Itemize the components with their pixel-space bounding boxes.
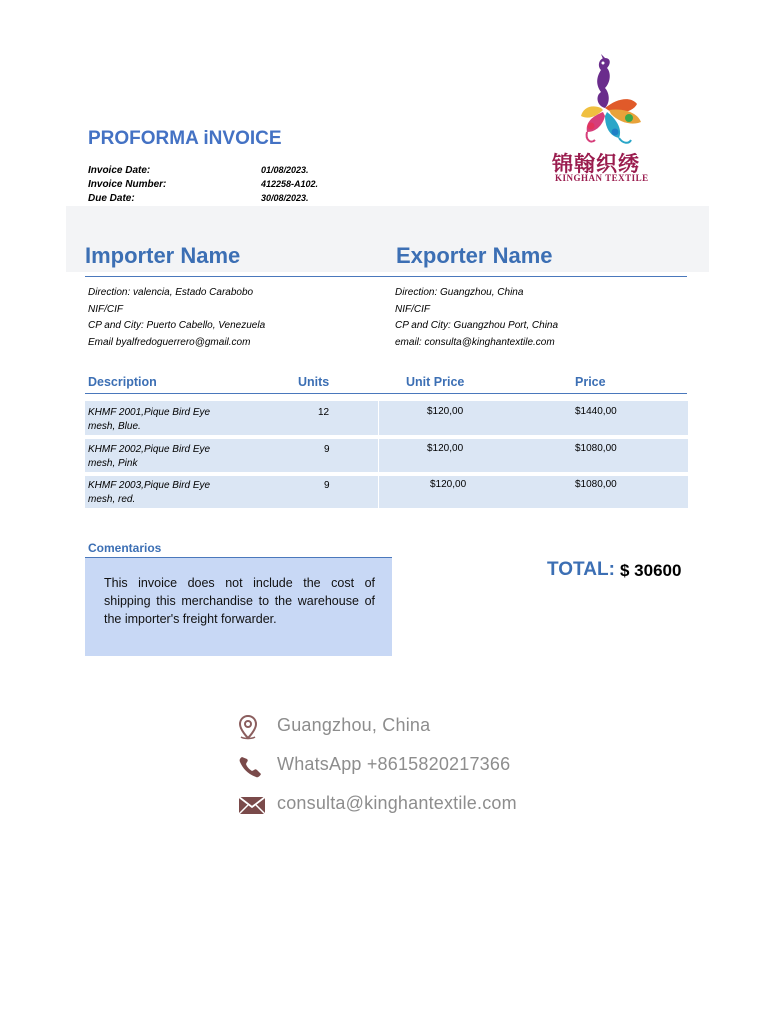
row-2-price: $1080,00 [575, 443, 617, 454]
row-3-desc-line-1: KHMF 2003,Pique Bird Eye [88, 480, 211, 491]
column-separator [378, 476, 379, 508]
exporter-direction: Direction: Guangzhou, China [395, 287, 524, 298]
importer-email: Email byalfredoguerrero@gmail.com [88, 336, 251, 348]
due-date-row [88, 193, 388, 207]
comments-heading: Comentarios [88, 541, 162, 555]
location-pin-icon [236, 713, 266, 741]
row-2-unit-price: $120,00 [427, 443, 464, 454]
exporter-city: CP and City: Guangzhou Port, China [395, 320, 559, 331]
logo-chinese-text: 锦翰织绣 [552, 151, 640, 176]
peacock-icon [545, 52, 685, 148]
exporter-email: email: consulta@kinghantextile.com [395, 336, 555, 348]
invoice-number-label: Invoice Number: [88, 179, 167, 190]
comments-box [85, 557, 392, 656]
col-header-description: Description [88, 375, 157, 389]
column-separator [378, 401, 379, 435]
row-3-unit-price: $120,00 [430, 479, 467, 490]
total-label: TOTAL: [547, 559, 615, 580]
row-1-description [88, 406, 248, 434]
exporter-nif: NIF/CIF [395, 303, 430, 315]
row-2-desc-line-2: mesh, Pink [88, 458, 138, 469]
importer-direction: Direction: valencia, Estado Carabobo [88, 287, 254, 298]
comments-text: This invoice does not include the cost of shipping this merchandise to the warehouse of the importer's freight forwarder. [104, 576, 375, 626]
row-1-units: 12 [318, 407, 330, 418]
row-3-price: $1080,00 [575, 479, 617, 490]
invoice-date-value: 01/08/2023. [261, 165, 309, 175]
exporter-address [395, 285, 685, 351]
total-value: $ 30600 [620, 561, 682, 580]
column-separator [378, 439, 379, 472]
contact-address-text: Guangzhou, China [277, 715, 431, 735]
importer-address [88, 285, 378, 351]
col-header-price: Price [575, 375, 606, 389]
envelope-icon [236, 791, 266, 819]
row-1-price: $1440,00 [575, 406, 617, 417]
table-header-rule [85, 393, 687, 394]
importer-nif: NIF/CIF [88, 303, 123, 315]
row-1-unit-price: $120,00 [427, 406, 464, 417]
page-title: PROFORMA iNVOICE [88, 128, 282, 149]
row-1-desc-line-1: KHMF 2001,Pique Bird Eye [88, 407, 211, 418]
row-3-description [88, 479, 248, 507]
contact-whatsapp-text: WhatsApp +8615820217366 [277, 754, 511, 774]
row-1-desc-line-2: mesh, Blue. [88, 421, 141, 432]
invoice-number-value: 412258-A102. [261, 179, 319, 189]
phone-icon [236, 752, 266, 780]
row-3-units: 9 [324, 480, 330, 491]
invoice-date-label: Invoice Date: [88, 165, 151, 176]
row-2-description [88, 443, 248, 471]
due-date-value: 30/08/2023. [261, 193, 309, 203]
party-divider [85, 276, 687, 277]
logo-english-text: KINGHAN TEXTILE [555, 173, 649, 183]
exporter-heading: Exporter Name [396, 243, 553, 268]
importer-heading: Importer Name [85, 243, 241, 268]
row-3-desc-line-2: mesh, red. [88, 494, 136, 505]
due-date-label: Due Date: [88, 193, 135, 204]
contact-email-text: consulta@kinghantextile.com [277, 793, 517, 813]
col-header-unit-price: Unit Price [406, 375, 465, 389]
col-header-units: Units [298, 375, 330, 389]
importer-city: CP and City: Puerto Cabello, Venezuela [88, 320, 266, 331]
invoice-date-row [88, 165, 388, 179]
company-logo [545, 52, 685, 187]
row-2-units: 9 [324, 444, 330, 455]
invoice-number-row [88, 179, 388, 193]
row-2-desc-line-1: KHMF 2002,Pique Bird Eye [88, 444, 211, 455]
